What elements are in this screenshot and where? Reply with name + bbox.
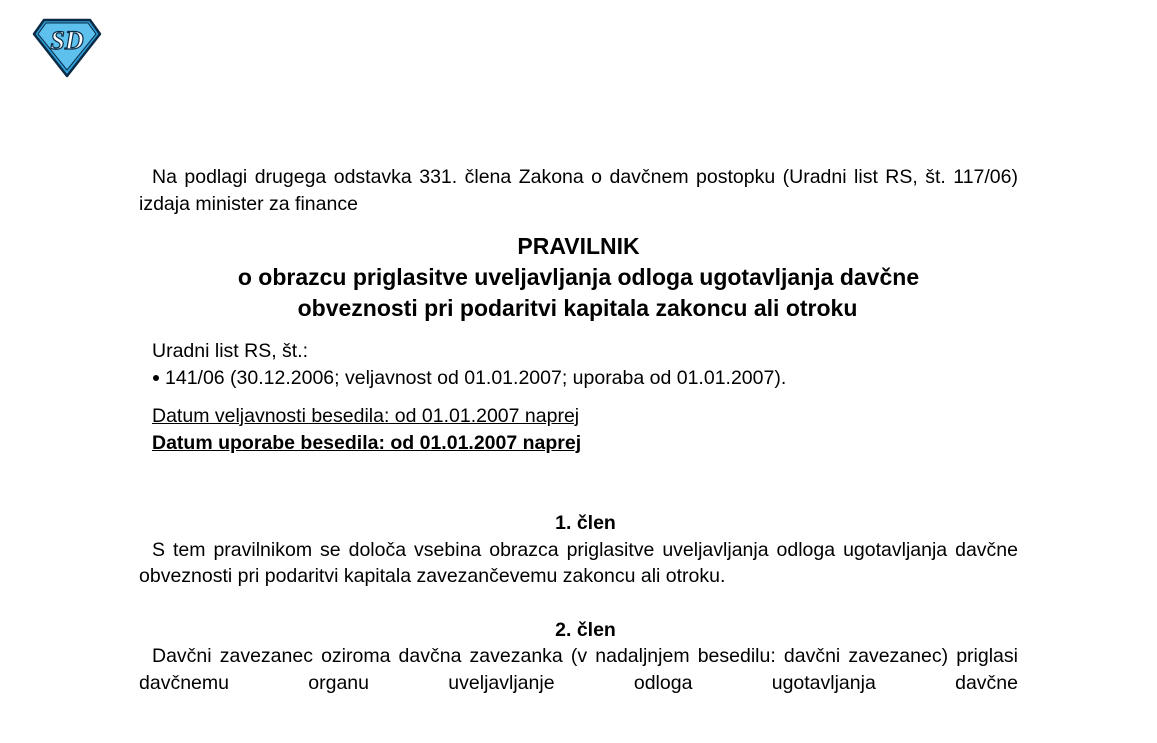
article-1-heading: 1. člen [555,512,616,534]
gazette-list-item [152,365,1018,392]
document-title [139,231,1018,324]
gazette-label: Uradni list RS, št.: [152,340,309,362]
sd-diamond-logo-icon [32,18,102,78]
gazette-item-text: 141/06 (30.12.2006; veljavnost od 01.01.2007; uporaba od 01.01.2007). [165,366,787,389]
validity-date: Datum veljavnosti besedila: od 01.01.2007 naprej [152,405,580,427]
intro-paragraph: Na podlagi drugega odstavka 331. člena Zakona o davčnem postopku (Uradni list RS, št. 117/06) izdaja minister za finance [139,166,1018,215]
article-1-text: S tem pravilnikom se določa vsebina obrazca priglasitve uveljavljanja odloga ugotavljanja davčne obveznosti pri podaritvi kapitala zavezančevemu zakoncu ali otroku. [139,538,1018,587]
use-date: Datum uporabe besedila: od 01.01.2007 naprej [152,431,582,454]
svg-text:SD: SD [50,26,84,55]
title-line-3: obveznosti pri podaritvi kapitala zakoncu ali otroku [297,295,858,321]
text-dates [139,403,1018,456]
title-line-2: o obrazcu priglasitve uveljavljanja odloga ugotavljanja davčne [237,264,920,290]
title-line-1: PRAVILNIK [517,233,640,259]
gazette-info [139,338,1018,391]
article-2-text: Davčni zavezanec oziroma davčna zavezanka (v nadaljnjem besedilu: davčni zavezanec) priglasi davčnemu organu uveljavljanje odloga ugotavljanja davčne [139,645,1018,694]
bullet-icon [153,375,159,381]
document-page [139,164,1018,696]
article-2-heading: 2. člen [555,618,616,641]
